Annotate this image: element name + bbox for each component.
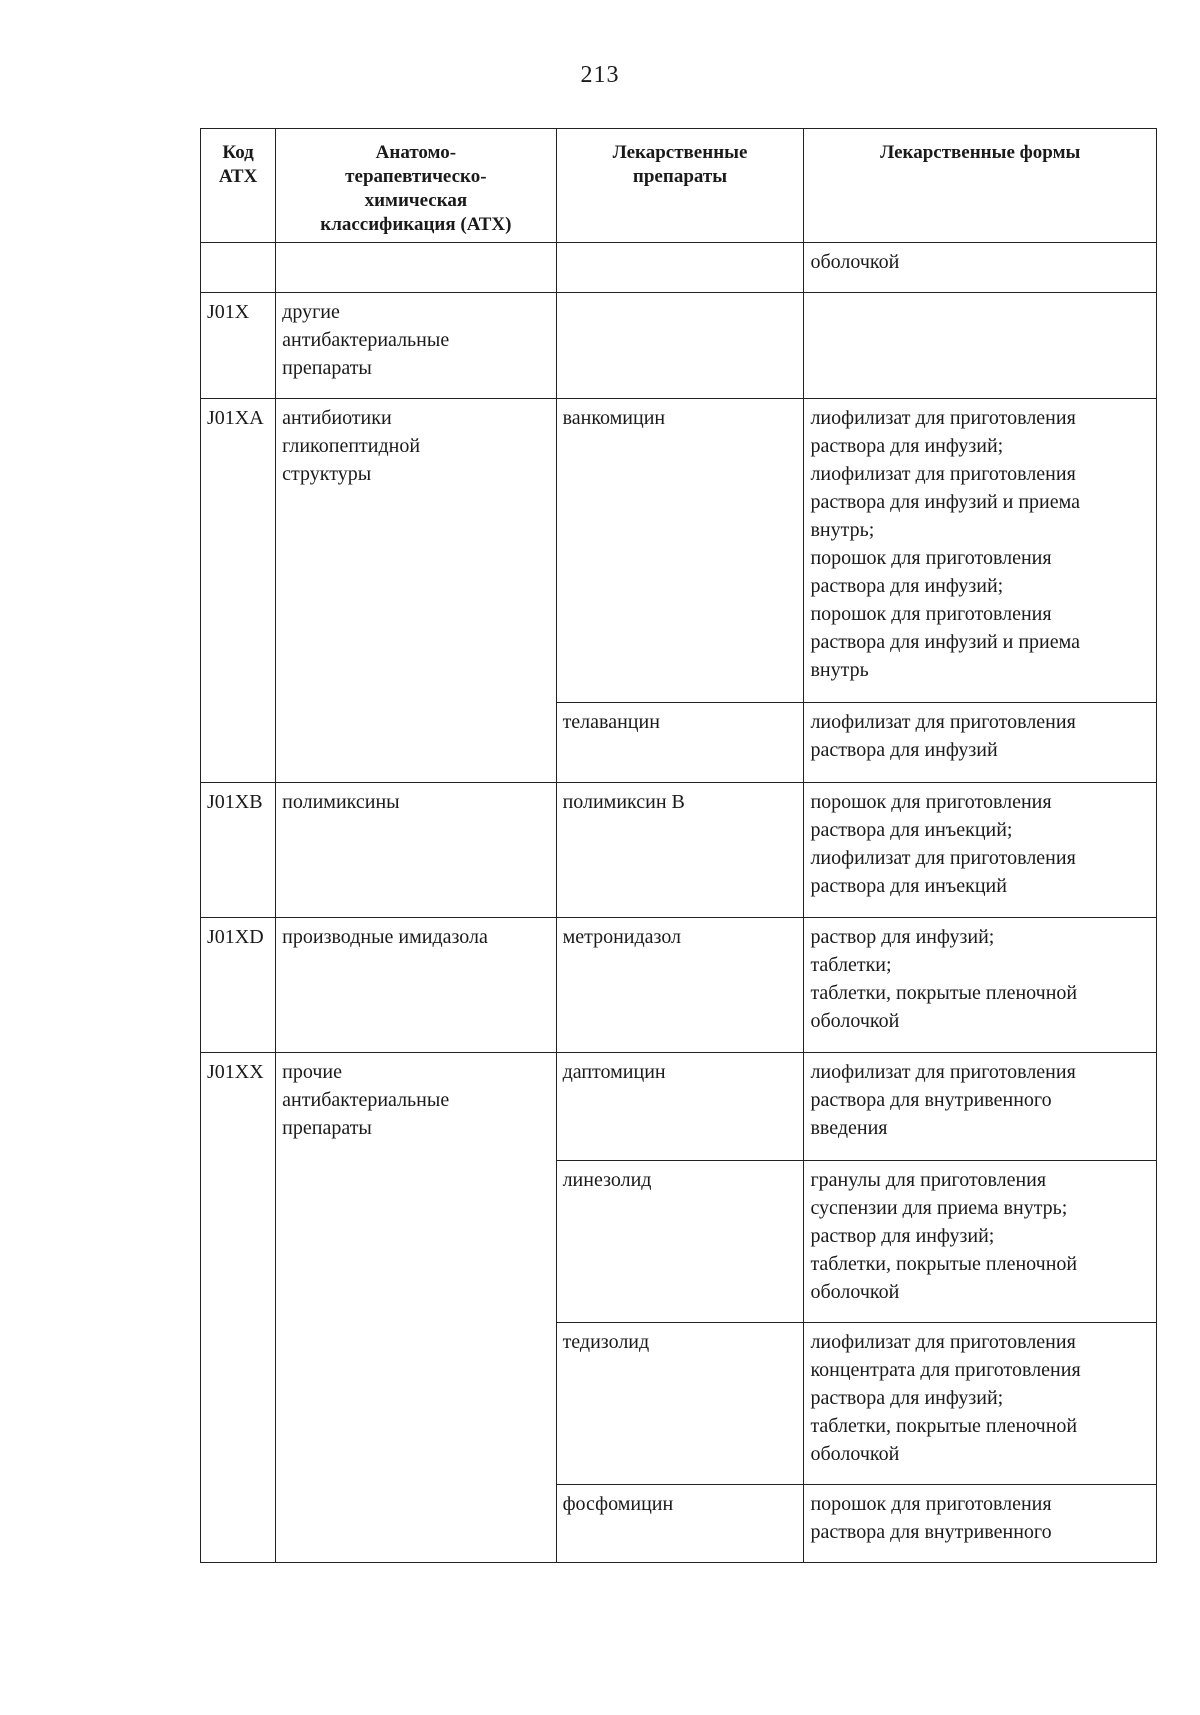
table-row bbox=[201, 243, 1157, 293]
table-row bbox=[201, 293, 1157, 399]
cell-code: J01XX bbox=[201, 1053, 276, 1563]
cell-form: порошок для приготовления раствора для внутривенного bbox=[804, 1485, 1157, 1563]
cell-code: J01XD bbox=[201, 918, 276, 1053]
cell-drug: линезолид bbox=[556, 1161, 804, 1323]
cell-classification bbox=[276, 243, 556, 293]
table-row bbox=[201, 918, 1157, 1053]
table-row bbox=[201, 783, 1157, 918]
cell-form bbox=[804, 293, 1157, 399]
cell-form: лиофилизат для приготовления раствора для инфузий; лиофилизат для приготовления раствора для инфузий и приема внутрь; порошок для приготовления раствора для инфузий; порошок для приготовления раствора для инфузий и приема внутрь bbox=[804, 399, 1157, 703]
cell-classification: антибиотики гликопептидной структуры bbox=[276, 399, 556, 783]
cell-form: лиофилизат для приготовления раствора для внутривенного введения bbox=[804, 1053, 1157, 1161]
cell-form: оболочкой bbox=[804, 243, 1157, 293]
cell-drug: полимиксин B bbox=[556, 783, 804, 918]
cell-code: J01XA bbox=[201, 399, 276, 783]
atx-table bbox=[200, 128, 1157, 1563]
header-classification: Анатомо- терапевтическо- химическая классификация (АТХ) bbox=[276, 129, 556, 243]
cell-form: лиофилизат для приготовления раствора для инфузий bbox=[804, 703, 1157, 783]
table-row bbox=[201, 1053, 1157, 1161]
header-forms: Лекарственные формы bbox=[804, 129, 1157, 243]
cell-classification: производные имидазола bbox=[276, 918, 556, 1053]
cell-code: J01X bbox=[201, 293, 276, 399]
cell-form: порошок для приготовления раствора для инъекций; лиофилизат для приготовления раствора для инъекций bbox=[804, 783, 1157, 918]
cell-classification: полимиксины bbox=[276, 783, 556, 918]
cell-drug: ванкомицин bbox=[556, 399, 804, 703]
cell-drug: фосфомицин bbox=[556, 1485, 804, 1563]
cell-drug bbox=[556, 293, 804, 399]
cell-drug: тедизолид bbox=[556, 1323, 804, 1485]
cell-code bbox=[201, 243, 276, 293]
header-drugs: Лекарственные препараты bbox=[556, 129, 804, 243]
cell-form: раствор для инфузий; таблетки; таблетки, покрытые пленочной оболочкой bbox=[804, 918, 1157, 1053]
table-header-row bbox=[201, 129, 1157, 243]
table-row bbox=[201, 399, 1157, 703]
page-number: 213 bbox=[580, 62, 620, 88]
cell-classification: другие антибактериальные препараты bbox=[276, 293, 556, 399]
cell-form: гранулы для приготовления суспензии для приема внутрь; раствор для инфузий; таблетки, покрытые пленочной оболочкой bbox=[804, 1161, 1157, 1323]
cell-drug: телаванцин bbox=[556, 703, 804, 783]
cell-drug: даптомицин bbox=[556, 1053, 804, 1161]
cell-code: J01XB bbox=[201, 783, 276, 918]
cell-drug bbox=[556, 243, 804, 293]
cell-form: лиофилизат для приготовления концентрата для приготовления раствора для инфузий; таблетки, покрытые пленочной оболочкой bbox=[804, 1323, 1157, 1485]
cell-drug: метронидазол bbox=[556, 918, 804, 1053]
cell-classification: прочие антибактериальные препараты bbox=[276, 1053, 556, 1563]
header-code: Код АТХ bbox=[201, 129, 276, 243]
